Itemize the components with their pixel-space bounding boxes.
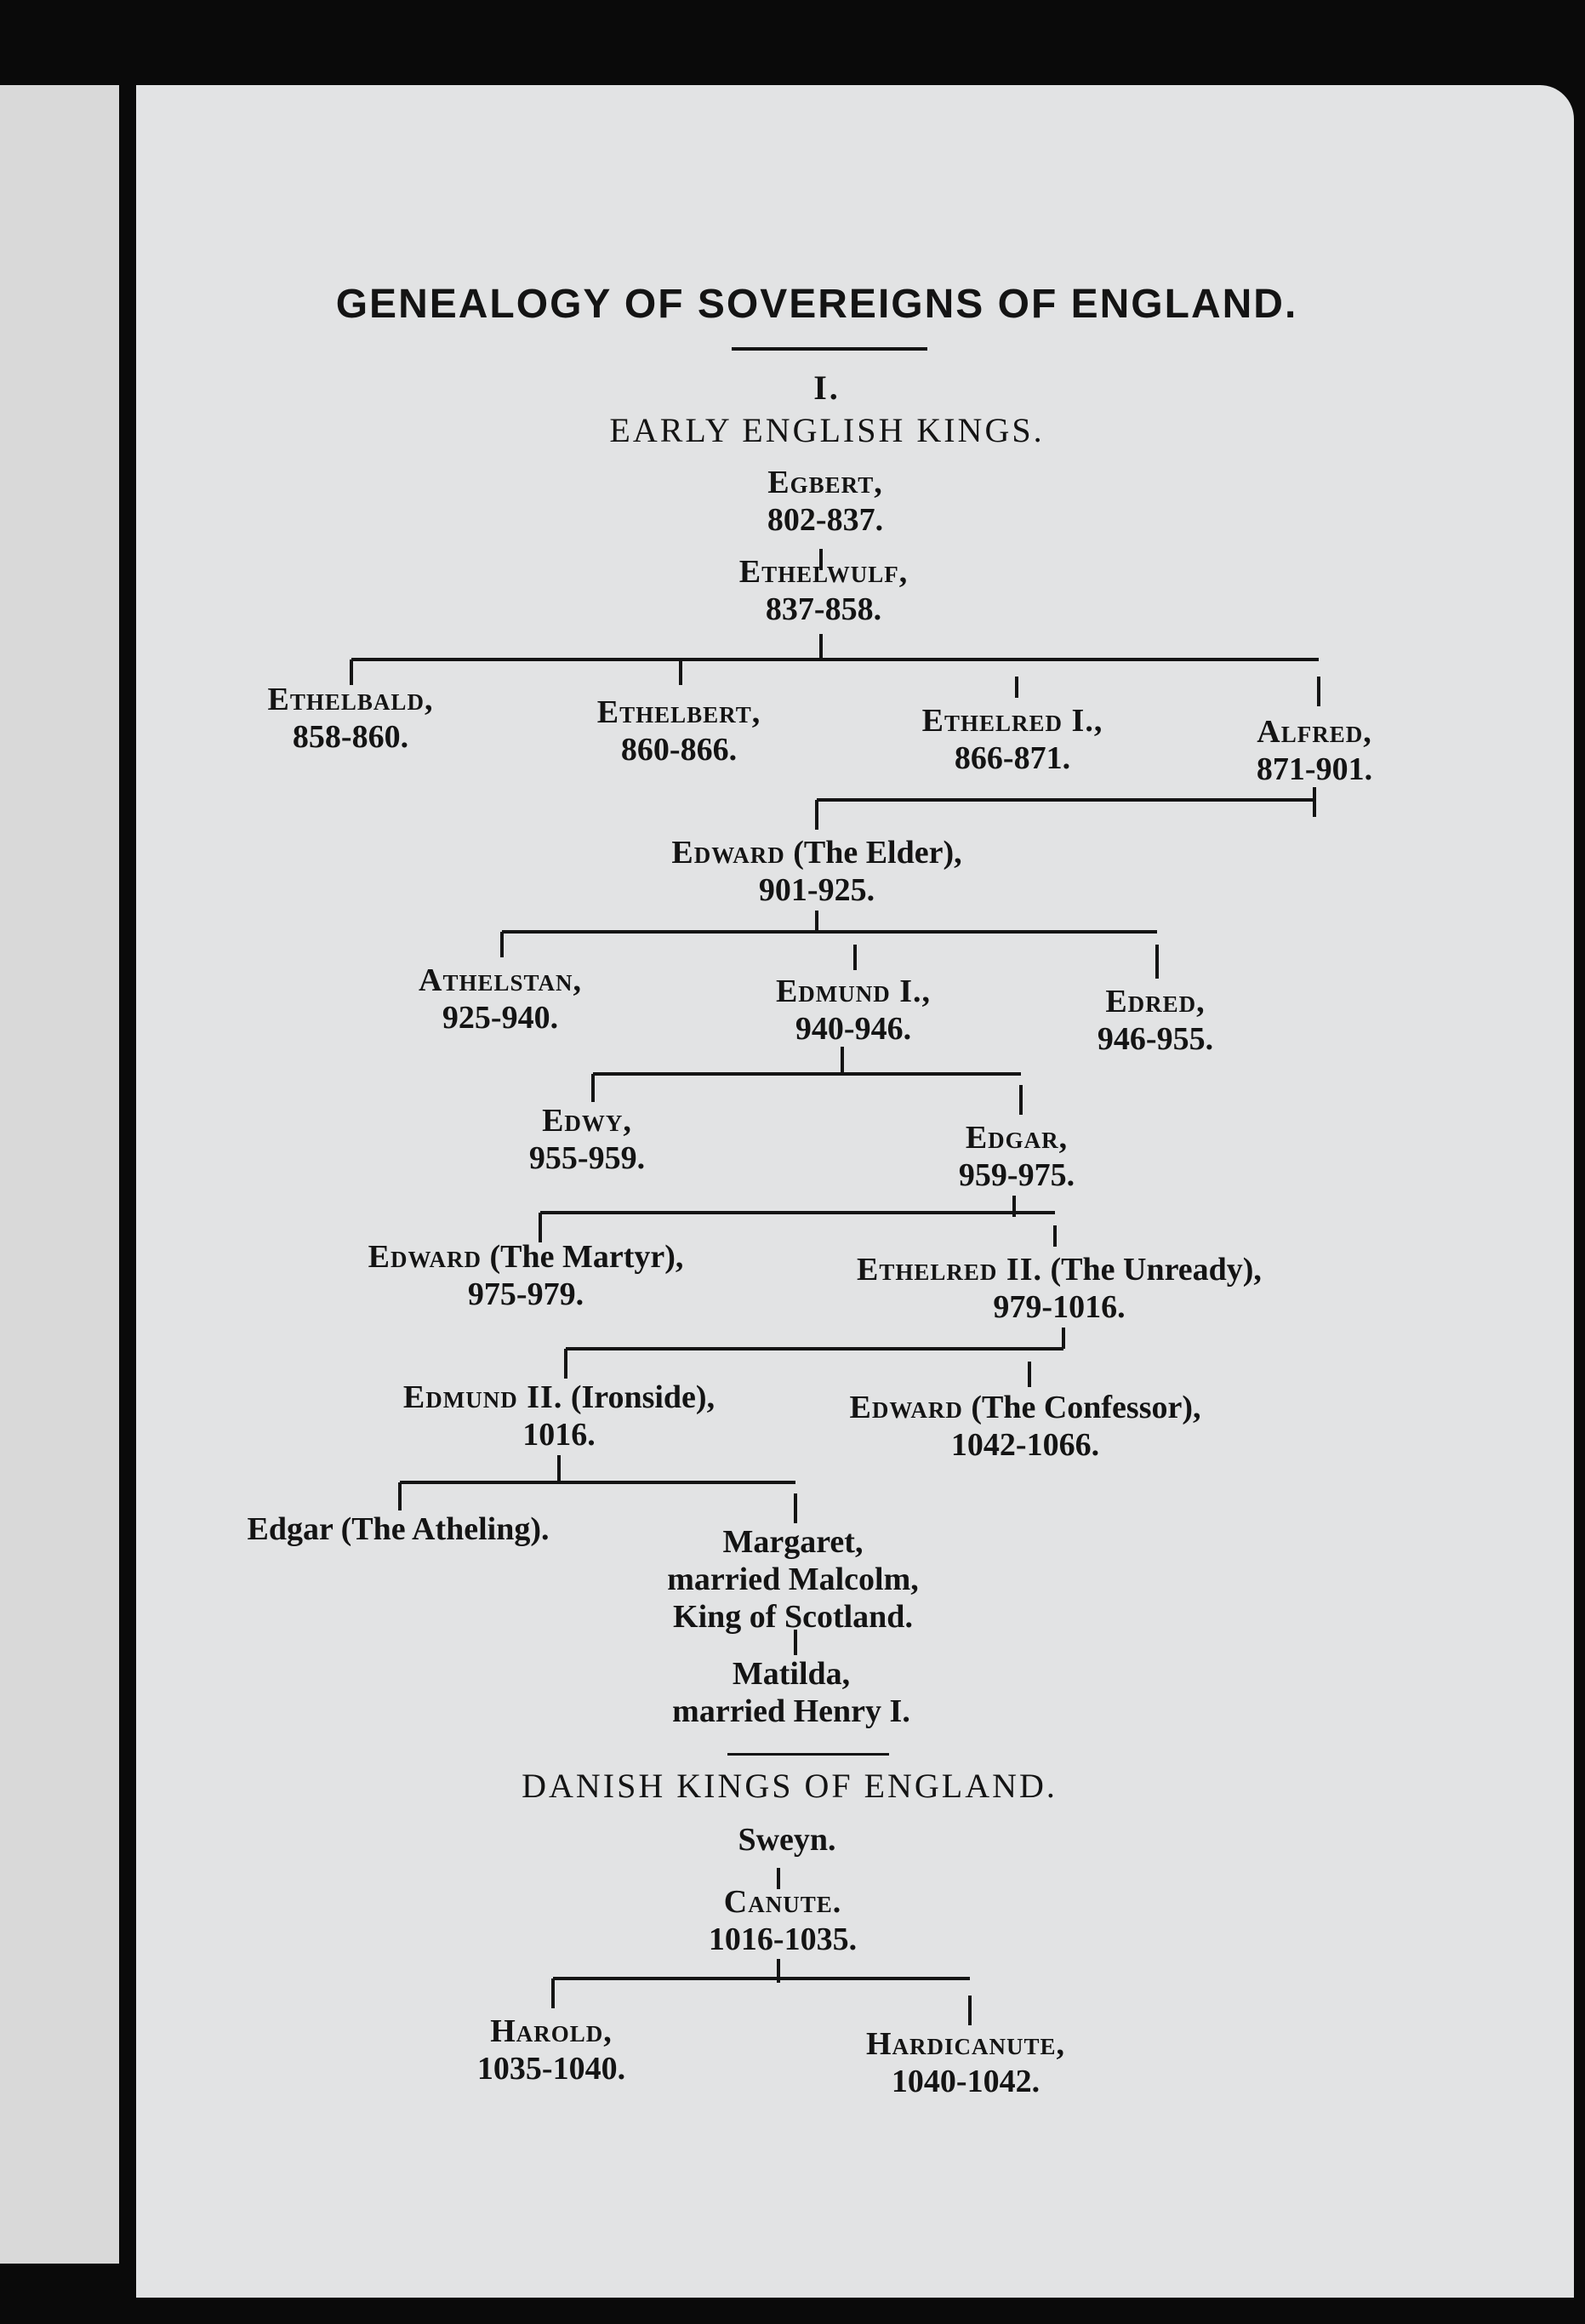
person-matilda xyxy=(672,1655,910,1730)
reign-years: 946-955. xyxy=(1097,1021,1214,1057)
reign-years: 866-871. xyxy=(954,740,1071,776)
reign-years: 802-837. xyxy=(767,502,884,538)
sovereign-name: Egbert, xyxy=(767,465,883,500)
page-title: GENEALOGY OF SOVEREIGNS OF ENGLAND. xyxy=(335,282,1298,327)
sovereign-edward-the-elder xyxy=(671,834,961,909)
sovereign-name: Alfred, xyxy=(1257,714,1372,750)
sovereign-epithet: (Ironside), xyxy=(570,1379,716,1415)
person-edgar-the-atheling: Edgar (The Atheling). xyxy=(247,1511,550,1547)
sovereign-epithet: (The Martyr), xyxy=(489,1239,684,1275)
reign-years: 901-925. xyxy=(758,872,875,908)
sovereign-name: Canute. xyxy=(723,1884,842,1920)
person-margaret xyxy=(667,1523,918,1636)
person-line: Matilda, xyxy=(732,1656,851,1692)
sovereign-name: Edward xyxy=(671,835,785,871)
reign-years: 1016. xyxy=(522,1417,596,1453)
sovereign-name: Edward xyxy=(849,1390,963,1425)
sovereign-canute xyxy=(709,1883,857,1958)
reign-years: 1035-1040. xyxy=(476,2051,626,2087)
sovereign-name: Edgar, xyxy=(965,1120,1069,1156)
section-divider xyxy=(727,1753,889,1756)
sovereign-name: Edmund I., xyxy=(775,974,932,1009)
section-title: EARLY ENGLISH KINGS. xyxy=(609,411,1045,449)
reign-years: 959-975. xyxy=(958,1157,1075,1193)
sovereign-name: Ethelred I., xyxy=(921,703,1103,739)
sovereign-harold xyxy=(477,2013,625,2087)
reign-years: 1016-1035. xyxy=(708,1921,858,1957)
reign-years: 975-979. xyxy=(467,1276,584,1312)
title-divider xyxy=(732,347,927,351)
sovereign-name: Edred, xyxy=(1105,984,1206,1019)
sovereign-edgar xyxy=(959,1119,1075,1194)
person-line: married Henry I. xyxy=(672,1693,910,1729)
sovereign-ethelwulf xyxy=(739,553,908,628)
sovereign-epithet: (The Confessor), xyxy=(971,1390,1201,1425)
reign-years: 955-959. xyxy=(528,1140,646,1176)
reign-years: 925-940. xyxy=(442,1000,559,1036)
sovereign-ethelred-i xyxy=(922,702,1103,777)
reign-years: 871-901. xyxy=(1256,751,1373,787)
sovereign-name: Hardicanute, xyxy=(865,2026,1066,2062)
sovereign-edred xyxy=(1098,983,1213,1058)
sovereign-alfred xyxy=(1257,713,1372,788)
person-line: married Malcolm, xyxy=(667,1562,919,1597)
sovereign-name: Ethelbert, xyxy=(596,694,761,730)
sovereign-name: Athelstan, xyxy=(419,962,582,998)
reign-years: 940-946. xyxy=(795,1011,912,1047)
sovereign-name: Ethelwulf, xyxy=(738,554,909,590)
sovereign-edmund-i xyxy=(776,973,931,1048)
section-number: I. xyxy=(813,368,841,407)
sovereign-name: Ethelbald, xyxy=(267,682,434,717)
person-line: Margaret, xyxy=(722,1524,864,1560)
sovereign-name: Harold, xyxy=(490,2013,613,2049)
reign-years: 860-866. xyxy=(620,732,738,768)
sovereign-name: Edmund II. xyxy=(402,1379,563,1415)
sovereign-name: Edward xyxy=(368,1239,482,1275)
sovereign-sweyn: Sweyn. xyxy=(738,1822,836,1858)
sovereign-hardicanute xyxy=(866,2025,1065,2100)
sovereign-edward-the-confessor xyxy=(849,1389,1200,1464)
sovereign-ethelbald xyxy=(268,681,434,756)
sovereign-epithet: (The Unready), xyxy=(1050,1252,1262,1288)
sovereign-name: Ethelred II. xyxy=(857,1252,1043,1288)
sovereign-name: Edwy, xyxy=(542,1103,632,1139)
sovereign-epithet: (The Elder), xyxy=(793,835,962,871)
sovereign-edwy xyxy=(529,1102,645,1177)
sovereign-egbert xyxy=(767,464,883,539)
sovereign-ethelbert xyxy=(597,694,761,768)
reign-years: 1040-1042. xyxy=(891,2064,1041,2099)
danish-section-title: DANISH KINGS OF ENGLAND. xyxy=(522,1767,1058,1805)
sovereign-edmund-ii xyxy=(403,1379,715,1453)
sovereign-edward-the-martyr xyxy=(368,1238,684,1313)
sovereign-athelstan xyxy=(419,962,582,1036)
reign-years: 858-860. xyxy=(292,719,409,755)
reign-years: 1042-1066. xyxy=(950,1427,1100,1463)
sovereign-ethelred-ii xyxy=(857,1251,1262,1326)
reign-years: 979-1016. xyxy=(993,1289,1126,1325)
person-line: King of Scotland. xyxy=(673,1599,913,1635)
reign-years: 837-858. xyxy=(765,591,882,627)
